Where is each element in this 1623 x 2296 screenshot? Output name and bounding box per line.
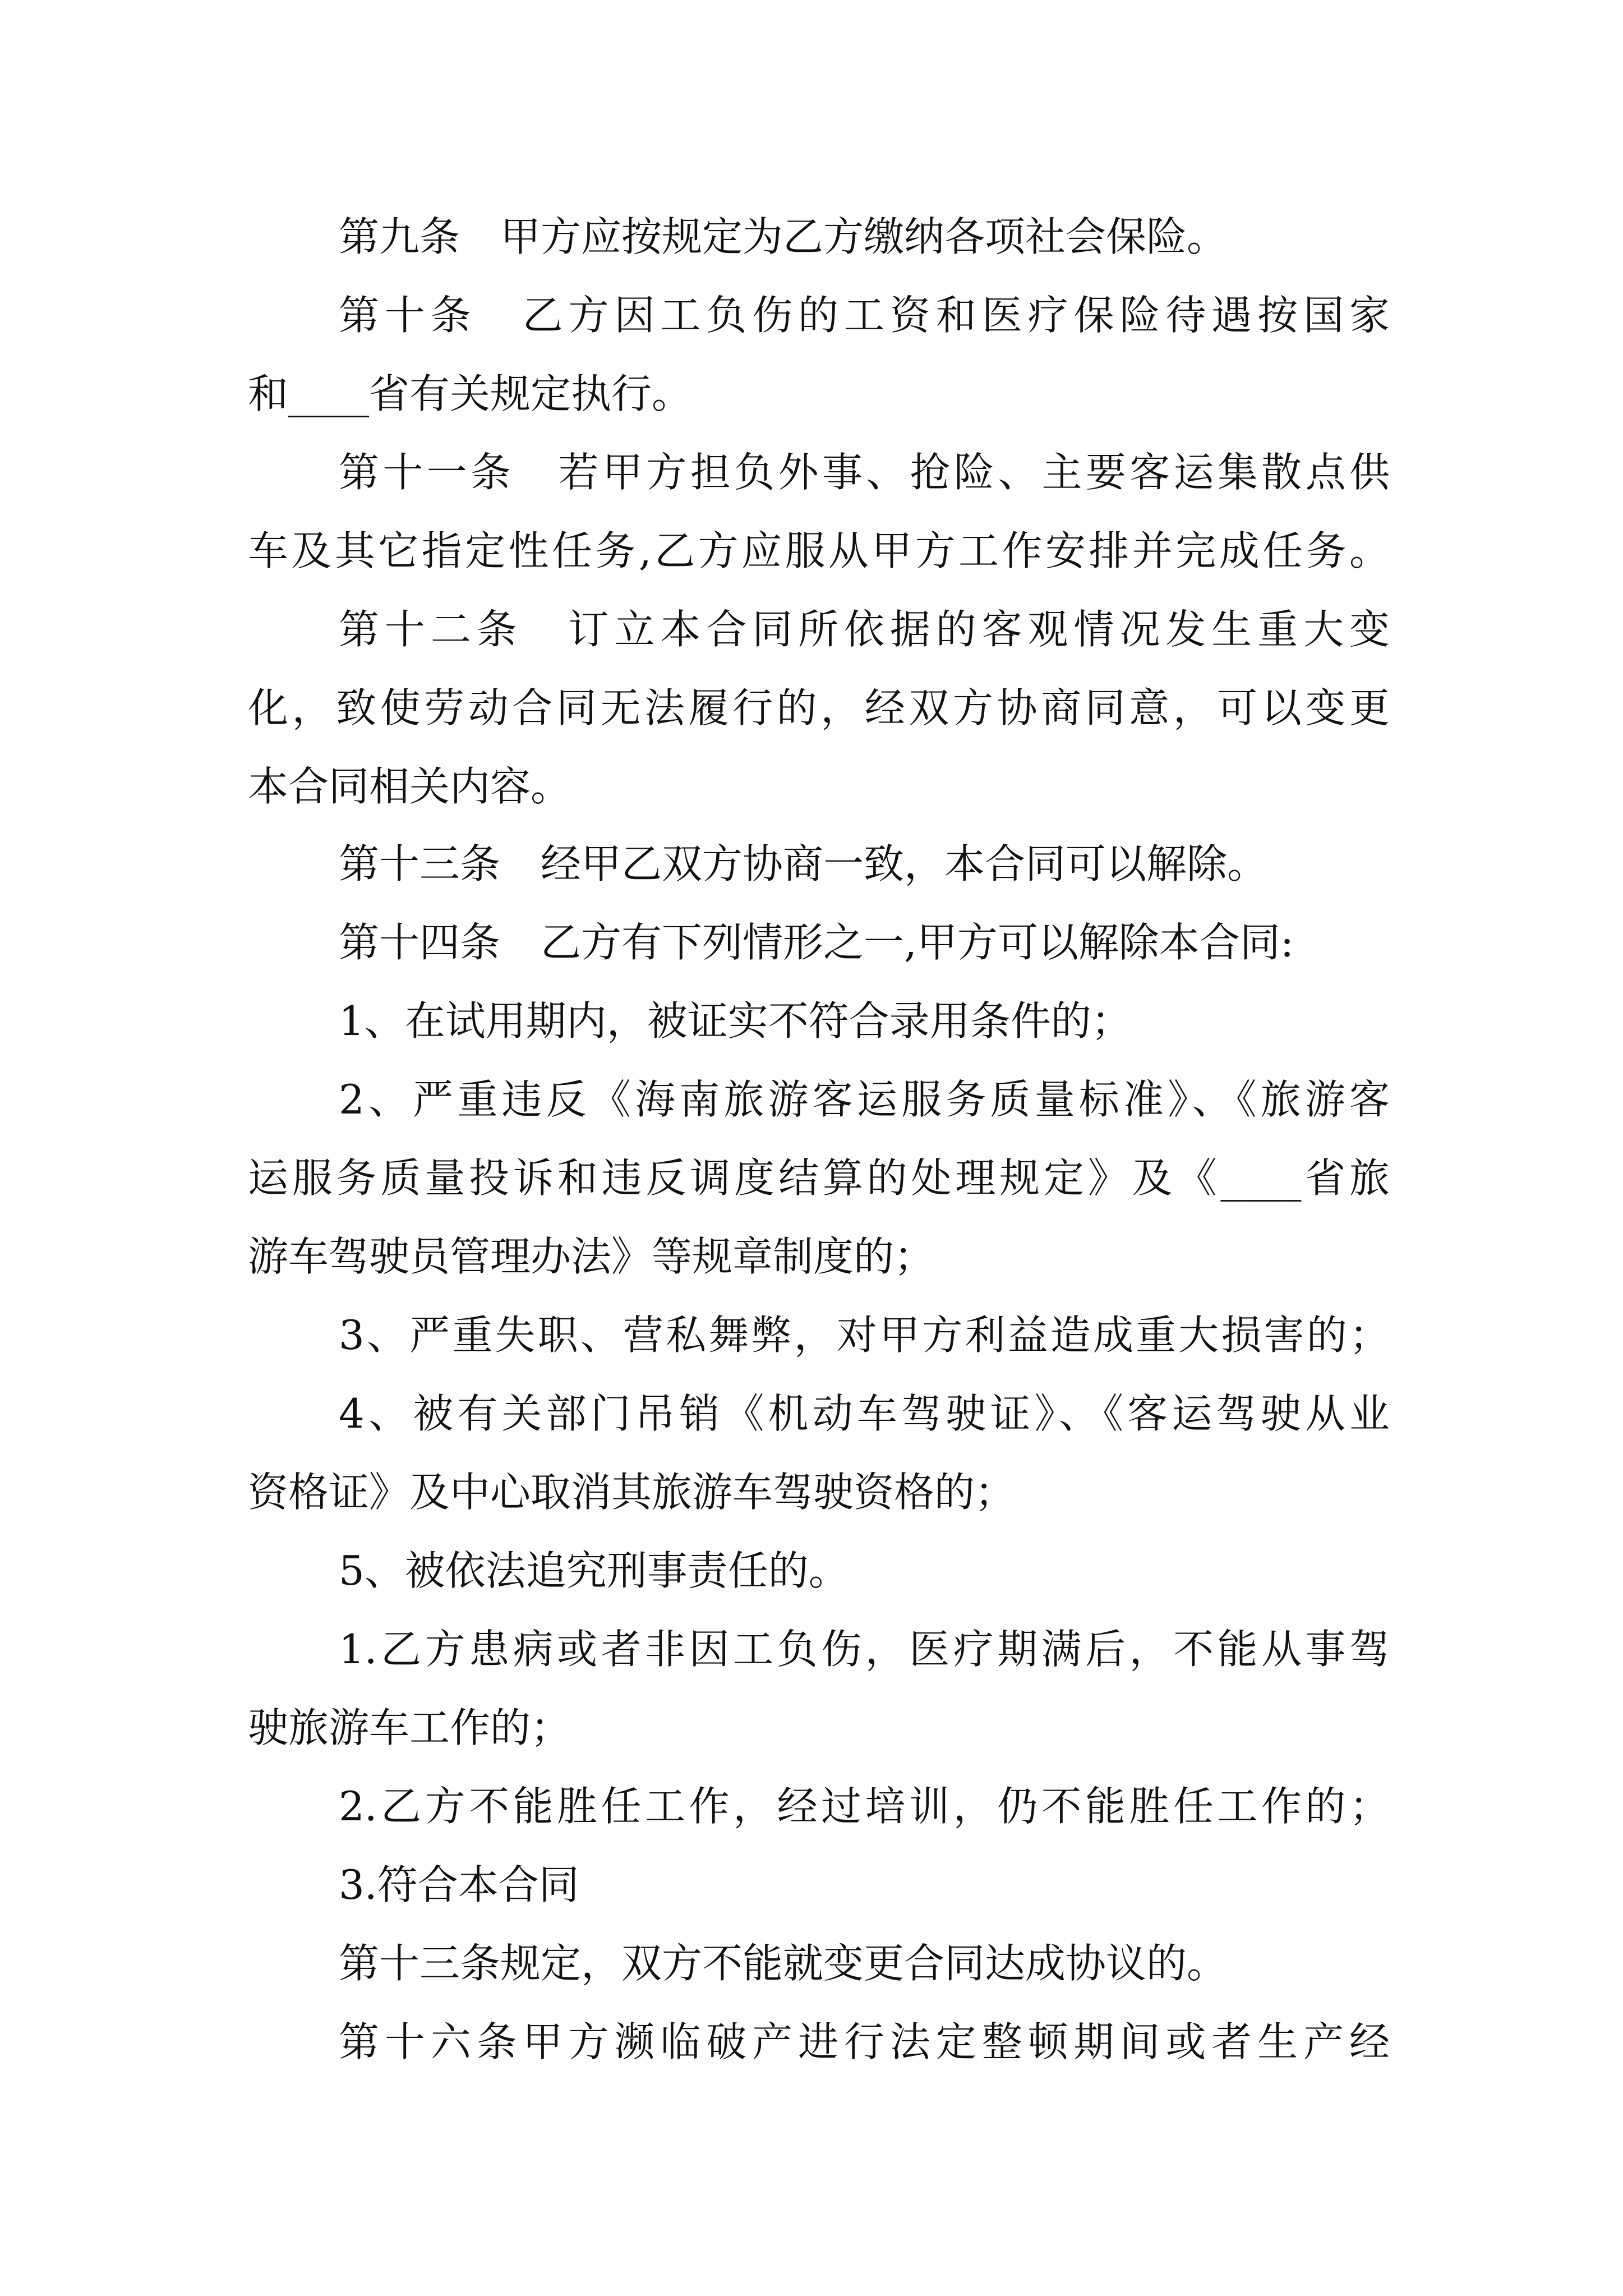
text-line: 1、在试用期内，被证实不符合录用条件的； bbox=[339, 997, 1132, 1045]
text-line: 驶旅游车工作的； bbox=[248, 1704, 571, 1751]
text-line: 第十二条 订立本合同所依据的客观情况发生重大变 bbox=[339, 606, 1390, 653]
text-line: 4、被有关部门吊销《机动车驾驶证》、《客运驾驶从业 bbox=[339, 1390, 1390, 1437]
text-line: 第九条 甲方应按规定为乙方缴纳各项社会保险。 bbox=[339, 213, 1228, 260]
text-line: 5、被依法追究刑事责任的。 bbox=[339, 1547, 849, 1594]
text-line: 和____省有关规定执行。 bbox=[248, 370, 693, 417]
text-line: 3.符合本合同 bbox=[339, 1861, 579, 1908]
text-line: 3、严重失职、营私舞弊，对甲方利益造成重大损害的； bbox=[339, 1312, 1390, 1359]
text-line: 第十三条规定，双方不能就变更合同达成协议的。 bbox=[339, 1940, 1228, 1987]
text-line: 本合同相关内容。 bbox=[248, 763, 571, 810]
text-line: 2.乙方不能胜任工作，经过培训，仍不能胜任工作的； bbox=[339, 1783, 1390, 1830]
text-line: 资格证》及中心取消其旅游车驾驶资格的； bbox=[248, 1469, 1016, 1516]
text-line: 化，致使劳动合同无法履行的，经双方协商同意，可以变更 bbox=[248, 684, 1390, 731]
text-line: 运服务质量投诉和违反调度结算的处理规定》及《____省旅 bbox=[248, 1154, 1390, 1202]
text-line: 车及其它指定性任务,乙方应服从甲方工作安排并完成任务。 bbox=[248, 527, 1390, 574]
text-line: 第十四条 乙方有下列情形之一,甲方可以解除本合同: bbox=[339, 919, 1294, 966]
text-line: 2、严重违反《海南旅游客运服务质量标准》、《旅游客 bbox=[339, 1076, 1390, 1123]
text-line: 游车驾驶员管理办法》等规章制度的； bbox=[248, 1233, 935, 1280]
text-line: 第十条 乙方因工负伤的工资和医疗保险待遇按国家 bbox=[339, 292, 1390, 339]
text-line: 第十三条 经甲乙双方协商一致，本合同可以解除。 bbox=[339, 840, 1268, 887]
text-line: 1.乙方患病或者非因工负伤，医疗期满后，不能从事驾 bbox=[339, 1626, 1390, 1673]
text-line: 第十一条 若甲方担负外事、抢险、主要客运集散点供 bbox=[339, 449, 1390, 496]
text-line: 第十六条甲方濒临破产进行法定整顿期间或者生产经 bbox=[339, 2018, 1390, 2065]
